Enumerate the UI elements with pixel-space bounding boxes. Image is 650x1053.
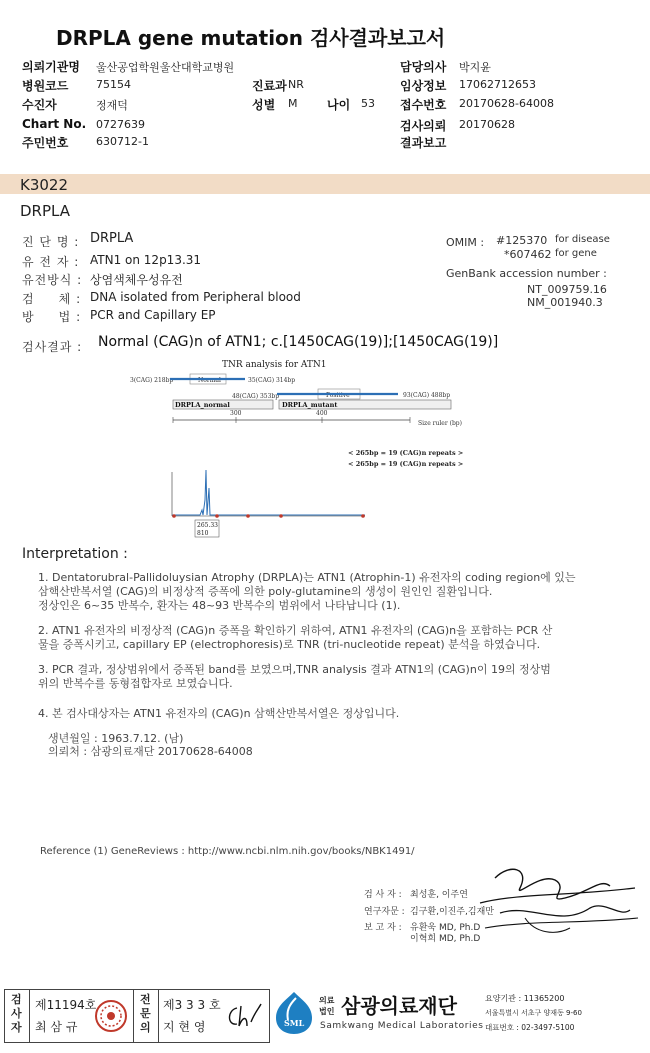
omim-gene-for: for gene [555,248,597,259]
bar-normal-label: DRPLA_normal [175,401,230,409]
bar-mutant-label: DRPLA_mutant [282,401,338,409]
red-seal-icon [93,998,129,1034]
receipt-label: 접수번호 [400,98,447,112]
recipient-value: 정재덕 [96,99,128,112]
interp-3-line-2: 위의 반복수를 동형접합자로 보였습니다. [38,677,233,690]
inspector-number: 제11194호 [35,998,97,1012]
peak-size-label: 265.33 [197,522,218,529]
report-label: 결과보고 [400,136,447,150]
hospital-code-value: 75154 [96,78,131,91]
size-marker [172,514,176,518]
sml-logo-icon [272,990,316,1036]
org-phone: 대표번호 : 02-3497-5100 [485,1023,575,1032]
size-marker [215,514,219,518]
doctor-label: 담당의사 [400,60,447,74]
genbank-label: GenBank accession number : [446,267,607,280]
interp-1-line-2: 삼핵산반복서열 (CAG)의 비정상적 증폭에 의한 poly-glutamine의 생성이 원인인 질환입니다. [38,585,493,598]
inheritance-value: 상염색체우성유전 [90,273,183,287]
interp-2-line-1: 2. ATN1 유전자의 비정상적 (CAG)n 증폭을 확인하기 위하여, ATN1 유전자의 (CAG)n을 포함하는 PCR 산 [38,624,553,637]
trace-peak [172,470,365,515]
interp-4-line-1: 4. 본 검사대상자는 ATN1 유전자의 (CAG)n 삼핵산반복서열은 정상입니다. [38,707,400,720]
test-code: K3022 [20,176,69,194]
specialist-number: 제3 3 3 호 [163,998,221,1012]
specialist-name: 지 현 영 [163,1020,206,1034]
inspector-label: 검사자 [11,993,22,1034]
reporter-1: 유환욱 MD, Ph.D [410,923,481,933]
repeat-text-2: < 265bp = 19 (CAG)n repeats > [348,460,464,468]
tick-400: 400 [316,410,328,417]
sample-label: 검 체 : [22,292,82,306]
request-value: 20170628 [459,118,515,131]
org-name: 삼광의료재단 [341,994,457,1018]
specialist-label: 전문의 [140,993,151,1034]
researcher-value: 김구환,이진주,김재만 [410,907,494,917]
footer-license-box [4,989,270,1043]
inheritance-label: 유전방식 : [22,273,83,287]
result-value: Normal (CAG)n of ATN1; c.[1450CAG(19)];[1450CAG(19)] [98,334,499,350]
method-label: 방 법 : [22,310,82,324]
examiner-label: 검 사 자 : [364,890,402,900]
gene-value: ATN1 on 12p13.31 [90,253,202,267]
age-value: 53 [361,97,375,110]
tnr-analysis-figure [0,350,650,545]
label-48cag: 48(CAG) 353bp [232,393,280,400]
reporter-label: 보 고 자 : [364,923,402,933]
doctor-value: 박지윤 [459,61,491,74]
genbank-1: NT_009759.16 [527,283,607,296]
interp-3-line-1: 3. PCR 결과, 정상범위에서 증폭된 band를 보였으며,TNR analysis 결과 ATN1의 (CAG)n이 19의 정상범 [38,663,551,676]
recipient-label: 수진자 [22,98,57,112]
interp-1-line-1: 1. Dentatorubral-Pallidoluysian Atrophy (DRPLA)는 ATN1 (Atrophin-1) 유전자의 coding region에 있는 [38,571,576,584]
interp-1-line-3: 정상인은 6~35 반복수, 환자는 48~93 반복수의 범위에서 나타납니다 (1). [38,599,401,612]
researcher-label: 연구자문 : [364,907,405,917]
age-label: 나이 [327,98,351,112]
positive-box-label: Positive [326,392,350,399]
institution-label: 의뢰기관명 [22,60,80,74]
label-93cag: 93(CAG) 488bp [403,392,451,399]
test-name: DRPLA [20,202,70,220]
size-marker [361,514,365,518]
omim-disease-for: for disease [555,234,610,245]
org-prefix-2: 법인 [319,1007,335,1016]
org-prefix-1: 의료 [319,996,335,1005]
genbank-2: NM_001940.3 [527,296,603,309]
org-english: Samkwang Medical Laboratories [320,1021,484,1031]
diagnosis-value: DRPLA [90,231,134,246]
dept-label: 진료과 [252,79,287,93]
sex-label: 성별 [252,98,276,112]
reference: Reference (1) GeneReviews : http://www.ncbi.nlm.nih.gov/books/NBK1491/ [40,846,415,857]
org-address: 서울특별시 서초구 양재동 9-60 [485,1009,582,1017]
sex-value: M [288,97,298,110]
reporter-2: 이혁희 MD, Ph.D [410,934,481,944]
label-35cag: 35(CAG) 314bp [248,377,296,384]
result-label: 검사결과 : [22,340,83,354]
interpretation-heading: Interpretation : [22,546,128,562]
requester: 의뢰처 : 삼광의료재단 20170628-64008 [48,745,253,758]
label-3cag: 3(CAG) 218bp [130,377,174,384]
birth-date: 생년월일 : 1963.7.12. (남) [48,732,184,745]
resident-value: 630712-1 [96,135,149,148]
test-code-band [0,174,650,194]
dept-value: NR [288,78,304,91]
inspector-name: 최 삼 규 [35,1020,78,1034]
interp-2-line-2: 물을 증폭시키고, capillary EP (electrophoresis)로 TNR (tri-nucleotide repeat) 분석을 하였습니다. [38,638,541,651]
peak-height-label: 810 [197,530,209,537]
examiner-value: 최성훈, 이주연 [410,890,468,900]
repeat-text-1: < 265bp = 19 (CAG)n repeats > [348,449,464,457]
report-title: DRPLA gene mutation 검사결과보고서 [56,26,446,50]
figure-title: TNR analysis for ATN1 [222,360,327,370]
chart-label: Chart No. [22,117,87,131]
size-ruler-label: Size ruler (bp) [418,420,462,427]
clinical-label: 임상정보 [400,79,447,93]
omim-gene-id: *607462 [504,248,552,261]
chart-value: 0727639 [96,118,145,131]
logo-text: SML [284,1018,305,1028]
normal-box-label: Normal [198,377,221,384]
method-value: PCR and Capillary EP [90,308,216,322]
institution-value: 울산공업학원울산대학교병원 [96,61,235,74]
clinical-value: 17062712653 [459,78,536,91]
omim-label: OMIM : [446,236,485,249]
receipt-value: 20170628-64008 [459,97,554,110]
resident-label: 주민번호 [22,136,69,150]
request-label: 검사의뢰 [400,119,447,133]
specialist-signature-icon [223,1002,263,1032]
omim-disease-id: #125370 [496,234,548,247]
hospital-code-label: 병원코드 [22,79,69,93]
sample-value: DNA isolated from Peripheral blood [90,290,301,304]
size-marker [246,514,250,518]
diagnosis-label: 진 단 명 : [22,235,80,249]
size-marker [279,514,283,518]
org-code: 요양기관 : 11365200 [485,994,565,1003]
gene-label: 유 전 자 : [22,255,80,269]
tick-300: 300 [230,410,242,417]
handwritten-signature-icon [470,858,640,953]
